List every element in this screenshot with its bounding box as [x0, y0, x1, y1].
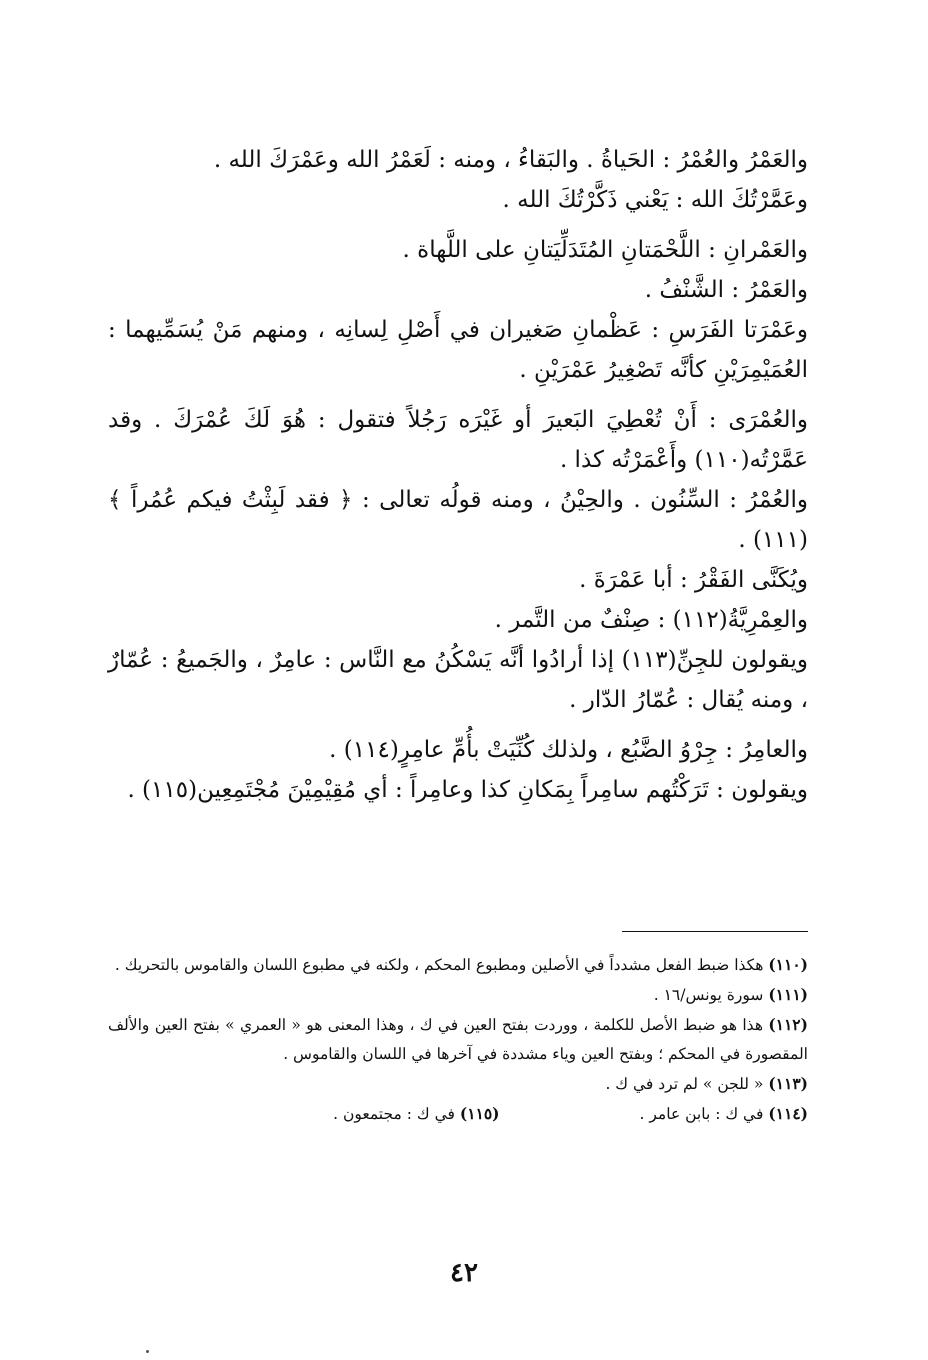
footnotes [108, 950, 808, 1129]
entry-al-imriyya: والعِمْرِيَّةُ(١١٢) : صِنْفٌ من التَّمر . [494, 607, 808, 633]
entry-al-umra: والعُمْرَى : أَنْ تُعْطِيَ البَعيرَ أو غَيْرَه رَجُلاً فتقول : هُوَ لَكَ عُمْرَكَ . وقد عَمَّرْتُه(١١٠) وأَعْمَرْتُه كذا . [108, 407, 808, 473]
scan-speck [146, 1350, 149, 1353]
footnote-number: (١١٤) [768, 1104, 808, 1123]
footnote-number: (١١٠) [768, 955, 808, 974]
footnote-113 [108, 1069, 808, 1099]
footnote-114 [640, 1099, 808, 1129]
entry-al-amran: والعَمْرانِ : اللَّحْمَتانِ المُتَدَلِّيَتانِ على اللَّهاة . [402, 237, 808, 263]
footnote-text: في ك : مجتمعون . [333, 1105, 455, 1123]
footnote-text: سورة يونس/١٦ . [653, 986, 764, 1004]
footnote-divider [622, 931, 808, 932]
footnote-number: (١١٣) [768, 1074, 808, 1093]
page-number: ٤٢ [450, 1258, 478, 1288]
entry-jinn-amir: ويقولون للجِنِّ(١١٣) إذا أرادُوا أنَّه يَسْكُنُ مع النَّاس : عامِرٌ ، والجَميعُ : عُمّارٌ ، ومنه يُقال : عُمّارُ الدّار . [108, 647, 809, 713]
entry-al-faqr: ويُكَنَّى الفَقْرُ : أبا عَمْرَةَ . [579, 567, 808, 593]
footnote-115 [333, 1099, 499, 1129]
entry-samiran-wa-amiran: ويقولون : تَرَكْتُهم سامِراً بِمَكانِ كذا وعامِراً : أي مُقِيْمِيْنَ مُجْتَمِعِين(١١٥) . [127, 777, 808, 803]
entry-ammartuka: وعَمَّرْتُكَ الله : يَعْني ذَكَّرْتُكَ الله . [502, 187, 808, 213]
entry-al-umr-years: والعُمْرُ : السِّنُون . والحِيْنُ ، ومنه قولُه تعالى : ﴿ فقد لَبِثْتُ فيكم عُمُراً ﴾(١١١) . [108, 487, 808, 553]
footnote-number: (١١٢) [768, 1015, 808, 1034]
main-text [108, 140, 808, 810]
footnote-112 [108, 1010, 808, 1069]
footnote-text: « للجن » لم ترد في ك . [605, 1075, 764, 1093]
footnote-text: هكذا ضبط الفعل مشدداً في الأصلين ومطبوع المحكم ، ولكنه في مطبوع اللسان والقاموس بالتحريك . [114, 956, 764, 974]
entry-al-amr-life: والعَمْرُ والعُمْرُ : الحَياةُ . والبَقاءُ ، ومنه : لَعَمْرُ الله وعَمْرَكَ الله . [213, 147, 808, 173]
footnote-text: في ك : بابن عامر . [639, 1105, 764, 1123]
entry-al-amir: والعامِرُ : جِرْوُ الضَّبُع ، ولذلك كُنِّيَتْ بأُمِّ عامِرٍ(١١٤) . [329, 737, 808, 763]
footnote-text: هذا هو ضبط الأصل للكلمة ، ووردت بفتح العين في ك ، وهذا المعنى هو « العمري » بفتح العين والألف المقصورة في المحكم ؛ وبفتح العين وياء مشددة في آخرها في اللسان والقاموس . [108, 1016, 808, 1063]
footnote-110 [108, 950, 808, 980]
footnote-111 [108, 980, 808, 1010]
entry-amrata-al-faras: وعَمْرَتا الفَرَسِ : عَظْمانِ صَغيران في أَصْلِ لِسانِه ، ومنهم مَنْ يُسَمِّيهما : العُمَيْمِرَيْنِ كأنَّه تَصْغِيرُ عَمْرَيْنِ . [108, 317, 808, 383]
footnote-number: (١١٥) [459, 1104, 500, 1123]
footnote-pair-row [108, 1099, 808, 1129]
footnote-number: (١١١) [768, 985, 808, 1004]
entry-al-shanf: والعَمْرُ : الشَّنْفُ . [644, 277, 808, 303]
